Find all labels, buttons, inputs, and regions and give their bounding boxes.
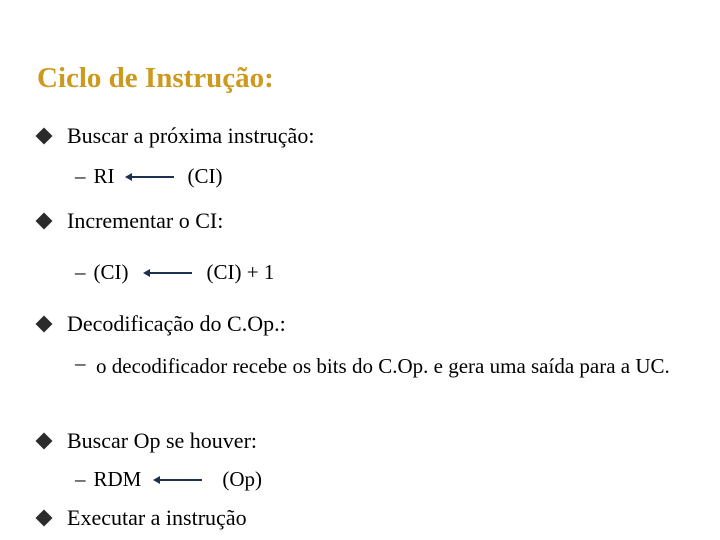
bullet-item-decode bbox=[38, 311, 286, 337]
register-left: RDM bbox=[93, 467, 142, 491]
bullet-item-fetch-operand bbox=[38, 428, 257, 454]
bullet-text: Buscar a próxima instrução: bbox=[67, 123, 315, 148]
bullet-item-execute bbox=[38, 505, 247, 531]
dash: – bbox=[75, 467, 86, 491]
diamond-bullet-icon bbox=[36, 213, 53, 230]
register-left: (CI) bbox=[93, 260, 129, 284]
bullet-text: Incrementar o CI: bbox=[67, 208, 224, 233]
bullet-text: Buscar Op se houver: bbox=[67, 428, 258, 453]
sub-item-fetch-operand bbox=[75, 467, 262, 492]
register-right: (CI) bbox=[187, 164, 223, 188]
register-left: RI bbox=[93, 164, 115, 188]
bullet-text: Decodificação do C.Op.: bbox=[67, 311, 286, 336]
dash: – bbox=[75, 351, 86, 375]
dash: – bbox=[75, 164, 86, 188]
bullet-item-increment bbox=[38, 208, 223, 234]
register-right: (CI) + 1 bbox=[206, 260, 275, 284]
sub-item-increment bbox=[75, 260, 274, 285]
slide-title: Ciclo de Instrução: bbox=[37, 62, 274, 94]
bullet-text: Executar a instrução bbox=[67, 505, 247, 530]
sub-item-fetch bbox=[75, 164, 223, 189]
bullet-item-fetch bbox=[38, 123, 314, 149]
diamond-bullet-icon bbox=[36, 128, 53, 145]
diamond-bullet-icon bbox=[36, 433, 53, 450]
decode-description: o decodificador recebe os bits do C.Op. e gera uma saída para a UC. bbox=[96, 354, 670, 378]
register-right: (Op) bbox=[222, 467, 263, 491]
diamond-bullet-icon bbox=[36, 316, 53, 333]
left-arrow-icon bbox=[143, 268, 193, 278]
diamond-bullet-icon bbox=[36, 510, 53, 527]
left-arrow-icon bbox=[153, 475, 203, 485]
left-arrow-icon bbox=[125, 172, 175, 182]
dash: – bbox=[75, 260, 86, 284]
